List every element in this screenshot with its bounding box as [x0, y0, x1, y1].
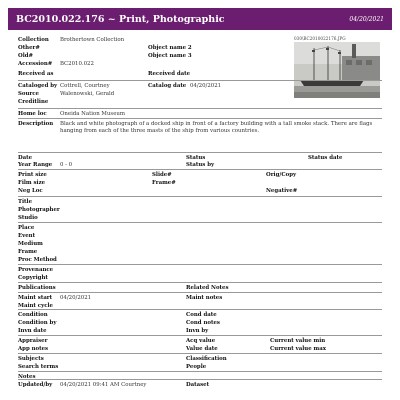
label-cond-date: Cond date — [186, 312, 217, 318]
label-collection: Collection — [18, 37, 49, 43]
label-current-value-min: Current value min — [270, 338, 326, 344]
label-condition: Condition — [18, 312, 48, 318]
label-appraiser: Appraiser — [18, 338, 48, 344]
label-title: Title — [18, 199, 33, 205]
label-print-size: Print size — [18, 172, 47, 178]
label-place: Place — [18, 225, 35, 231]
label-status-by: Status by — [186, 162, 215, 168]
label-search-terms: Search terms — [18, 364, 59, 370]
divider — [18, 379, 382, 380]
value-collection: Brothertown Collection — [60, 37, 125, 43]
label-maint-notes: Maint notes — [186, 295, 223, 301]
label-proc-method: Proc Method — [18, 257, 57, 263]
label-dataset: Dataset — [186, 382, 210, 388]
record-title: BC2010.022.176 ~ Print, Photographic — [16, 13, 225, 25]
label-received-as: Received as — [18, 71, 54, 77]
label-neg-loc: Neg Loc — [18, 188, 43, 194]
label-acq-value: Acq value — [186, 338, 216, 344]
value-accession: BC2010.022 — [60, 61, 94, 67]
label-people: People — [186, 364, 207, 370]
divider — [18, 282, 382, 283]
label-related-notes: Related Notes — [186, 285, 229, 291]
label-app-notes: App notes — [18, 346, 49, 352]
divider — [18, 196, 382, 197]
label-other: Other# — [18, 45, 40, 51]
value-year-range: 0 - 0 — [60, 162, 73, 168]
ship-photo-image — [294, 42, 380, 98]
divider — [18, 108, 382, 109]
label-year-range: Year Range — [18, 162, 53, 168]
value-cataloged-by: Cottrell, Courtney — [60, 83, 110, 89]
photo-filename: 030\BC2010022176.JPG — [294, 36, 346, 41]
label-studio: Studio — [18, 215, 38, 221]
label-invn-date: Invn date — [18, 328, 47, 334]
label-accession: Accession# — [18, 61, 53, 67]
label-slide: Slide# — [152, 172, 172, 178]
label-notes: Notes — [18, 374, 36, 380]
value-source: Walenowski, Gerald — [60, 91, 115, 97]
divider — [18, 371, 382, 372]
divider — [18, 222, 382, 223]
divider — [18, 353, 382, 354]
label-status-date: Status date — [308, 155, 343, 161]
label-maint-start: Maint start — [18, 295, 53, 301]
label-description: Description — [18, 121, 54, 127]
divider — [18, 118, 382, 119]
label-old: Old# — [18, 53, 34, 59]
label-condition-by: Condition by — [18, 320, 57, 326]
divider — [18, 169, 382, 170]
label-classification: Classification — [186, 356, 227, 362]
value-description: Black and white photograph of a docked ship in front of a factory building with a tall smoke stack. There are flags hanging from each of the three masts of the ship from various countries. — [60, 121, 373, 134]
label-invn-by: Invn by — [186, 328, 209, 334]
label-cond-notes: Cond notes — [186, 320, 220, 326]
label-provenance: Provenance — [18, 267, 54, 273]
label-negative: Negative# — [266, 188, 298, 194]
value-updated-by: 04/20/2021 09:41 AM Courtney — [60, 382, 147, 388]
label-copyright: Copyright — [18, 275, 48, 281]
record-date: 04/20/2021 — [349, 15, 384, 23]
label-status: Status — [186, 155, 206, 161]
value-catalog-date: 04/20/2021 — [190, 83, 222, 89]
label-photographer: Photographer — [18, 207, 60, 213]
divider — [18, 152, 382, 153]
label-frame: Frame — [18, 249, 38, 255]
label-current-value-max: Current value max — [270, 346, 326, 352]
label-film-size: Film size — [18, 180, 46, 186]
label-updated-by: Updated/by — [18, 382, 53, 388]
label-orig-copy: Orig/Copy — [266, 172, 297, 178]
label-source: Source — [18, 91, 39, 97]
divider — [18, 292, 382, 293]
label-object-name-2: Object name 2 — [148, 45, 192, 51]
label-date: Date — [18, 155, 33, 161]
label-received-date: Received date — [148, 71, 191, 77]
label-object-name-3: Object name 3 — [148, 53, 192, 59]
divider — [18, 80, 382, 81]
label-cataloged-by: Cataloged by — [18, 83, 58, 89]
label-medium: Medium — [18, 241, 43, 247]
label-value-date: Value date — [186, 346, 218, 352]
divider — [18, 264, 382, 265]
label-catalog-date: Catalog date — [148, 83, 187, 89]
value-maint-start: 04/20/2021 — [60, 295, 92, 301]
label-home-loc: Home loc — [18, 111, 47, 117]
ship-photo[interactable] — [294, 42, 380, 98]
label-event: Event — [18, 233, 36, 239]
value-home-loc: Oneida Nation Museum — [60, 111, 125, 117]
divider — [18, 309, 382, 310]
label-frame-number: Frame# — [152, 180, 176, 186]
label-subjects: Subjects — [18, 356, 44, 362]
record-header — [8, 8, 392, 30]
label-creditline: Creditline — [18, 99, 49, 105]
divider — [18, 335, 382, 336]
label-publications: Publications — [18, 285, 56, 291]
label-maint-cycle: Maint cycle — [18, 303, 53, 309]
